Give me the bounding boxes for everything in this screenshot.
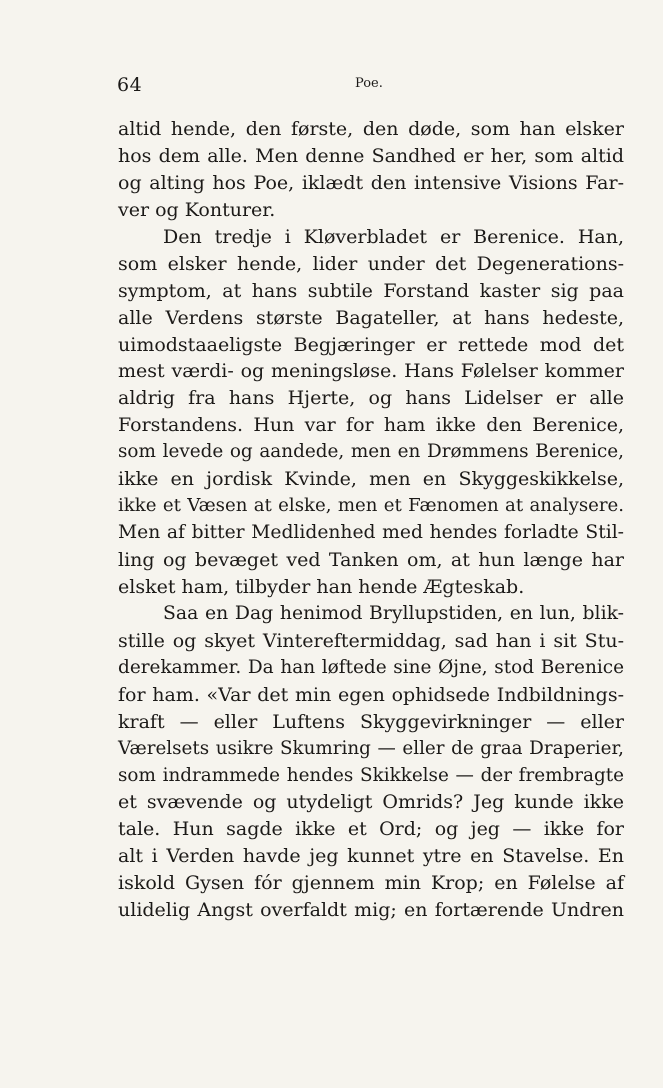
text-line: hos dem alle. Men denne Sandhed er her, som altid	[118, 144, 624, 167]
text-line: altid hende, den første, den døde, som han elsker	[118, 118, 624, 140]
text-line: uimodstaaeligste Begjæringer er rettede mod det	[118, 333, 624, 356]
text-line: mest værdi- og meningsløse. Hans Følelser kommer	[118, 360, 624, 383]
text-line: som elsker hende, lider under det Degenerations-	[118, 252, 624, 275]
text-line: og alting hos Poe, iklædt den intensive Visions Far-	[118, 171, 624, 194]
text-line: alle Verdens største Bagateller, at hans hedeste,	[118, 306, 624, 329]
text-line: kraft — eller Luftens Skyggevirkninger — eller	[118, 710, 624, 733]
text-line: ulidelig Angst overfaldt mig; en fortærende Undren	[118, 899, 624, 922]
text-line: ikke et Væsen at elske, men et Fænomen at analysere.	[118, 495, 624, 517]
text-line: Forstandens. Hun var for ham ikke den Berenice,	[118, 414, 624, 437]
text-line: elsket ham, tilbyder han hende Ægteskab.	[118, 575, 525, 598]
text-line: som indrammede hendes Skikkelse — der frembragte	[118, 764, 624, 786]
text-line: et svævende og utydeligt Omrids? Jeg kunde ikke	[118, 791, 624, 814]
text-line: alt i Verden havde jeg kunnet ytre en Stavelse. En	[118, 845, 624, 868]
body-text	[118, 116, 624, 924]
text-line: aldrig fra hans Hjerte, og hans Lidelser er alle	[118, 387, 624, 410]
text-line: derekammer. Da han løftede sine Øjne, stod Berenice	[118, 656, 624, 678]
text-line: tale. Hun sagde ikke et Ord; og jeg — ikke for	[118, 818, 624, 841]
text-line: Den tredje i Kløverbladet er Berenice. Han,	[163, 225, 624, 248]
text-line: ikke en jordisk Kvinde, men en Skyggeskikkelse,	[118, 468, 624, 491]
running-title: Poe.	[355, 76, 383, 91]
text-line: Værelsets usikre Skumring — eller de graa Draperier,	[118, 737, 624, 759]
text-line: symptom, at hans subtile Forstand kaster sig paa	[118, 279, 624, 302]
page-number: 64	[117, 74, 143, 96]
text-line: for ham. «Var det min egen ophidsede Indbildnings-	[118, 683, 624, 706]
text-line: iskold Gysen fór gjennem min Krop; en Følelse af	[118, 872, 624, 895]
text-line: ling og bevæget ved Tanken om, at hun længe har	[118, 549, 624, 571]
text-line: Men af bitter Medlidenhed med hendes forladte Stil-	[118, 522, 624, 544]
text-line: stille og skyet Vintereftermiddag, sad han i sit Stu-	[118, 629, 624, 652]
text-line: ver og Konturer.	[118, 198, 276, 221]
text-line: Saa en Dag henimod Bryllupstiden, en lun, blik-	[163, 602, 624, 624]
text-line: som levede og aandede, men en Drømmens Berenice,	[118, 441, 624, 463]
